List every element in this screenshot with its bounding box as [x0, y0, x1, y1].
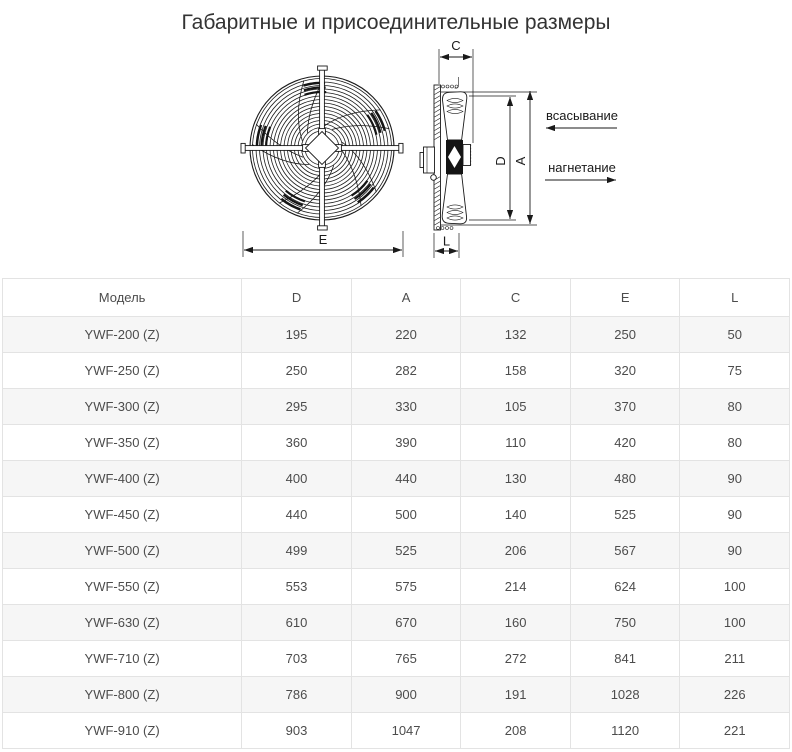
cell-model: YWF-400 (Z): [3, 461, 242, 497]
cell-a: 390: [351, 425, 461, 461]
cell-e: 480: [570, 461, 680, 497]
cell-l: 226: [680, 677, 790, 713]
dimension-a: [513, 91, 530, 224]
header-l: L: [680, 279, 790, 317]
cell-model: YWF-910 (Z): [3, 713, 242, 749]
dimension-label-c: C: [451, 40, 461, 53]
cell-l: 100: [680, 569, 790, 605]
cell-a: 440: [351, 461, 461, 497]
header-d: D: [242, 279, 352, 317]
cell-l: 211: [680, 641, 790, 677]
cell-l: 90: [680, 497, 790, 533]
cell-e: 624: [570, 569, 680, 605]
dimension-l: [434, 233, 459, 258]
cell-l: 90: [680, 461, 790, 497]
fan-side-view: [420, 40, 537, 258]
cell-d: 903: [242, 713, 352, 749]
cell-l: 80: [680, 389, 790, 425]
table-row: [3, 569, 790, 605]
cell-model: YWF-710 (Z): [3, 641, 242, 677]
cell-a: 282: [351, 353, 461, 389]
dimension-e: [243, 231, 403, 257]
cell-model: YWF-500 (Z): [3, 533, 242, 569]
cell-d: 610: [242, 605, 352, 641]
cell-a: 575: [351, 569, 461, 605]
cell-a: 500: [351, 497, 461, 533]
cell-e: 420: [570, 425, 680, 461]
header-model: Модель: [3, 279, 242, 317]
cell-model: YWF-200 (Z): [3, 317, 242, 353]
cell-c: 160: [461, 605, 571, 641]
cell-model: YWF-800 (Z): [3, 677, 242, 713]
cell-c: 206: [461, 533, 571, 569]
cell-model: YWF-550 (Z): [3, 569, 242, 605]
cell-l: 75: [680, 353, 790, 389]
cell-e: 841: [570, 641, 680, 677]
cell-a: 1047: [351, 713, 461, 749]
flow-annotations: [545, 108, 618, 180]
cell-c: 272: [461, 641, 571, 677]
table-row: [3, 425, 790, 461]
cell-d: 703: [242, 641, 352, 677]
cell-model: YWF-300 (Z): [3, 389, 242, 425]
cell-l: 221: [680, 713, 790, 749]
cell-d: 195: [242, 317, 352, 353]
table-row: [3, 461, 790, 497]
cell-l: 80: [680, 425, 790, 461]
cell-d: 440: [242, 497, 352, 533]
cell-model: YWF-250 (Z): [3, 353, 242, 389]
cell-l: 90: [680, 533, 790, 569]
cell-a: 670: [351, 605, 461, 641]
cell-c: 208: [461, 713, 571, 749]
cell-l: 100: [680, 605, 790, 641]
table-row: [3, 641, 790, 677]
cell-a: 900: [351, 677, 461, 713]
cell-model: YWF-450 (Z): [3, 497, 242, 533]
cell-c: 130: [461, 461, 571, 497]
dimension-label-e: E: [318, 232, 328, 247]
table-row: [3, 605, 790, 641]
cell-a: 525: [351, 533, 461, 569]
cell-a: 330: [351, 389, 461, 425]
cell-c: 132: [461, 317, 571, 353]
cell-model: YWF-630 (Z): [3, 605, 242, 641]
dimension-label-l: L: [442, 233, 451, 249]
cell-e: 320: [570, 353, 680, 389]
cell-e: 750: [570, 605, 680, 641]
dimension-label-d: D: [493, 156, 508, 166]
dimension-label-a: A: [513, 156, 528, 166]
cell-d: 250: [242, 353, 352, 389]
cell-c: 158: [461, 353, 571, 389]
header-a: A: [351, 279, 461, 317]
motor-assembly: [420, 140, 471, 180]
table-row: [3, 533, 790, 569]
table-header-row: [3, 279, 790, 317]
cell-e: 370: [570, 389, 680, 425]
cell-d: 360: [242, 425, 352, 461]
cell-c: 191: [461, 677, 571, 713]
cell-d: 786: [242, 677, 352, 713]
cell-l: 50: [680, 317, 790, 353]
table-row: [3, 497, 790, 533]
table-row: [3, 677, 790, 713]
discharge-label: нагнетание: [548, 160, 616, 175]
table-row: [3, 353, 790, 389]
cell-d: 499: [242, 533, 352, 569]
cell-a: 220: [351, 317, 461, 353]
cell-c: 110: [461, 425, 571, 461]
cell-d: 295: [242, 389, 352, 425]
cell-e: 1028: [570, 677, 680, 713]
cell-d: 400: [242, 461, 352, 497]
table-row: [3, 389, 790, 425]
dimension-d: [493, 97, 510, 219]
table-row: [3, 713, 790, 749]
hub-cover: [306, 132, 339, 165]
fan-front-view: [241, 66, 403, 257]
cell-c: 214: [461, 569, 571, 605]
header-c: C: [461, 279, 571, 317]
cell-a: 765: [351, 641, 461, 677]
page-title: Габаритные и присоединительные размеры: [181, 11, 611, 34]
fan-technical-diagram: [0, 40, 792, 278]
suction-label: всасывание: [546, 108, 618, 123]
cell-model: YWF-350 (Z): [3, 425, 242, 461]
header-e: E: [570, 279, 680, 317]
cell-c: 140: [461, 497, 571, 533]
dimensions-table: [2, 278, 790, 749]
cell-e: 1120: [570, 713, 680, 749]
cell-d: 553: [242, 569, 352, 605]
table-row: [3, 317, 790, 353]
cell-e: 250: [570, 317, 680, 353]
cell-c: 105: [461, 389, 571, 425]
cell-e: 567: [570, 533, 680, 569]
fan-drawing: [0, 40, 792, 278]
cell-e: 525: [570, 497, 680, 533]
